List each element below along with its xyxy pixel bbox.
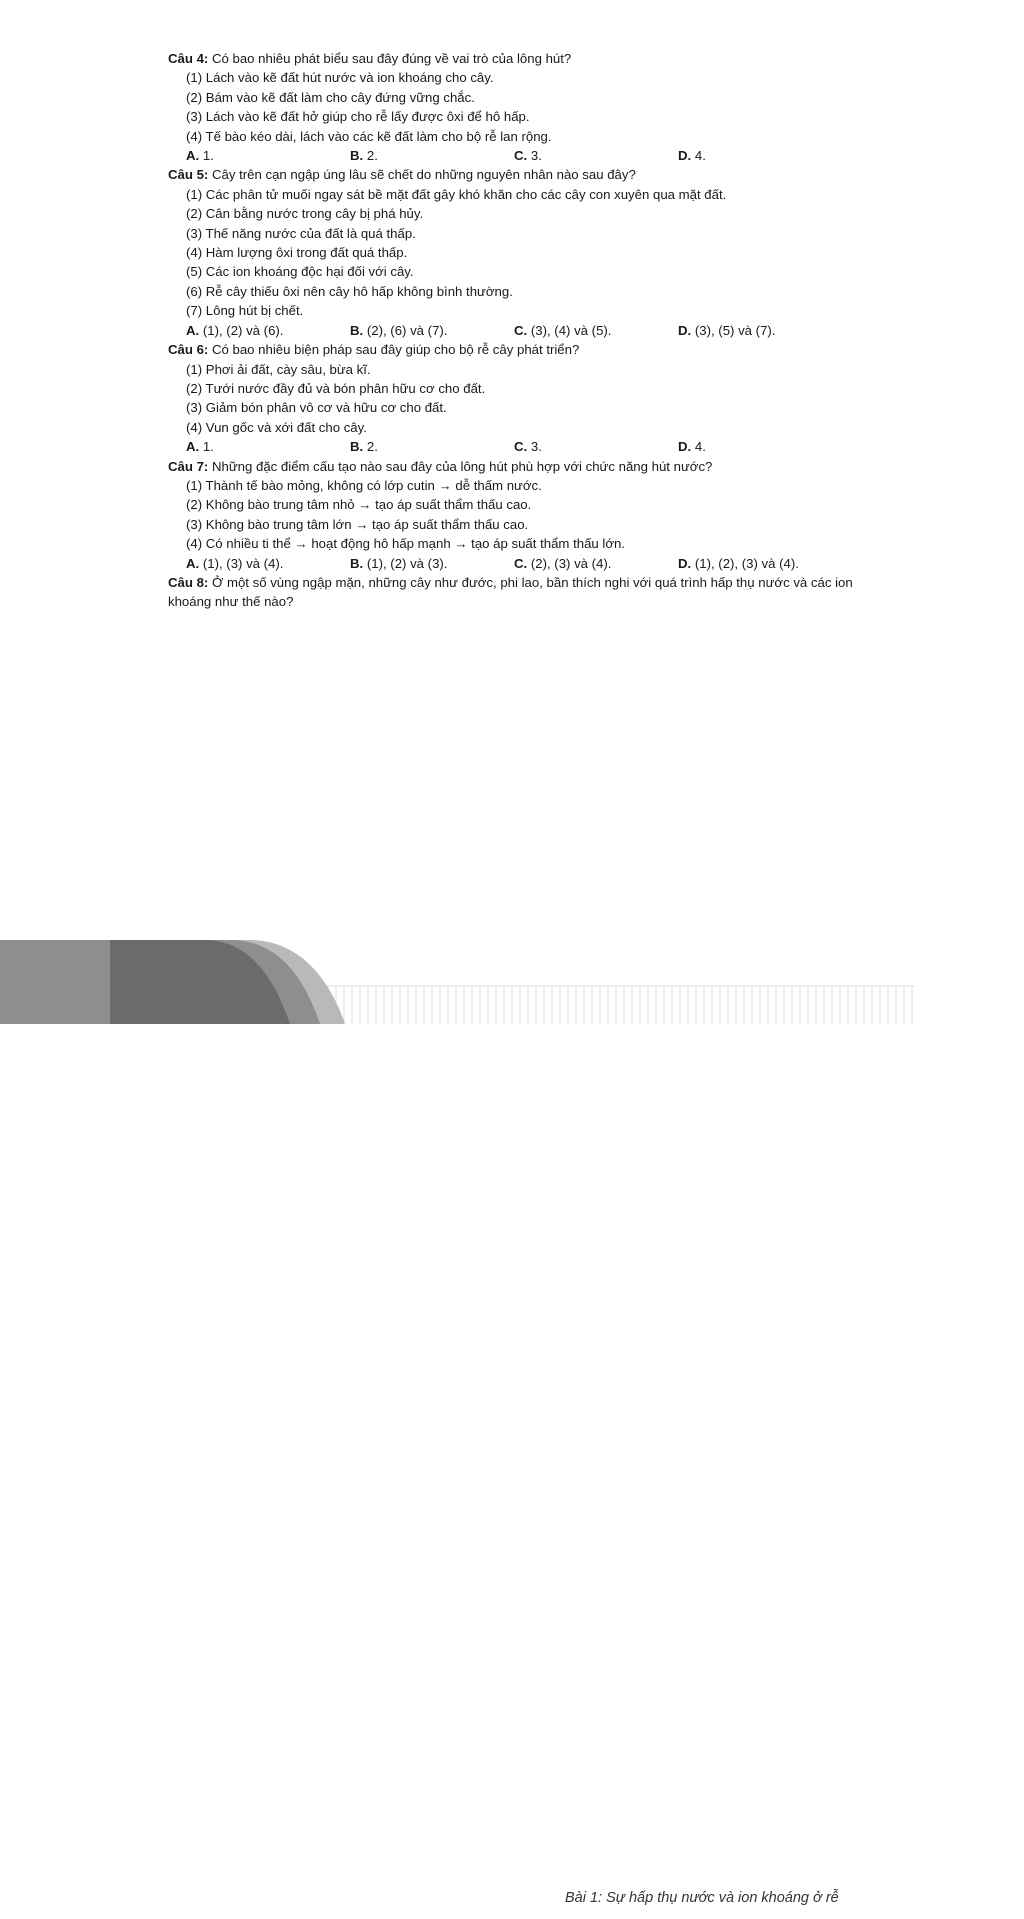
footer-grid-lines: [320, 986, 915, 1024]
statement: (4) Hàm lượng ôxi trong đất quá thấp.: [186, 245, 408, 261]
answer-option: [678, 146, 842, 165]
option-letter: D.: [678, 439, 692, 455]
answer-options: [186, 146, 868, 165]
question-text: Ở một số vùng ngập mặn, những cây như đước, phi lao, bần thích nghi với quá trình hấp thụ nước và các ion khoáng như thế nào?: [168, 574, 853, 610]
statement: (3) Lách vào kẽ đất hở giúp cho rễ lấy được ôxi để hô hấp.: [186, 109, 530, 125]
option-text: 3.: [530, 439, 542, 455]
answer-option: [678, 554, 842, 573]
option-letter: C.: [514, 555, 528, 571]
option-text: (3), (4) và (5).: [530, 322, 612, 338]
option-text: 1.: [202, 439, 214, 455]
statement: (2) Tưới nước đầy đủ và bón phân hữu cơ cho đất.: [186, 380, 486, 396]
option-letter: A.: [186, 555, 200, 571]
option-text: (1), (2), (3) và (4).: [694, 555, 799, 571]
option-letter: B.: [350, 322, 364, 338]
question-label: Câu 7:: [168, 458, 209, 474]
statement: (1) Phơi ải đất, cày sâu, bừa kĩ.: [186, 361, 371, 377]
option-text: 2.: [366, 439, 378, 455]
question-block: [168, 340, 868, 456]
statement: (1) Các phân tử muối ngay sát bề mặt đất gây khó khăn cho các cây con xuyên qua mặt đất.: [186, 186, 727, 202]
answer-option: [514, 554, 678, 573]
option-text: (2), (6) và (7).: [366, 322, 448, 338]
page-number: 18: [167, 1895, 195, 1919]
answer-option: [350, 321, 514, 340]
option-text: (1), (3) và (4).: [202, 555, 284, 571]
statement: (4) Vun gốc và xới đất cho cây.: [186, 419, 367, 435]
option-letter: C.: [514, 322, 528, 338]
answer-option: [514, 437, 678, 456]
option-letter: B.: [350, 439, 364, 455]
answer-option: [350, 146, 514, 165]
option-text: 1.: [202, 148, 214, 164]
question-block: [168, 573, 868, 612]
question-stem: [168, 457, 868, 476]
option-letter: C.: [514, 439, 528, 455]
statement: (2) Cân bằng nước trong cây bị phá hủy.: [186, 206, 424, 222]
question-block: [168, 165, 868, 340]
page-footer: [0, 940, 1024, 1919]
option-text: (2), (3) và (4).: [530, 555, 612, 571]
answer-option: [678, 321, 842, 340]
question-label: Câu 4:: [168, 51, 209, 66]
option-letter: A.: [186, 322, 200, 338]
answer-option: [514, 146, 678, 165]
answer-option: [350, 437, 514, 456]
option-text: 4.: [694, 148, 706, 164]
statement: (3) Giảm bón phân vô cơ và hữu cơ cho đất.: [186, 400, 447, 416]
option-text: (1), (2) và (3).: [366, 555, 448, 571]
option-text: (1), (2) và (6).: [202, 322, 284, 338]
answer-option: [678, 437, 842, 456]
option-letter: C.: [514, 148, 528, 164]
answer-options: [186, 437, 868, 456]
option-letter: A.: [186, 439, 200, 455]
statement: (5) Các ion khoáng độc hại đối với cây.: [186, 264, 414, 280]
question-text: Cây trên cạn ngập úng lâu sẽ chết do những nguyên nhân nào sau đây?: [211, 167, 636, 183]
question-text: Có bao nhiêu biện pháp sau đây giúp cho bộ rễ cây phát triển?: [211, 342, 580, 358]
statement: (7) Lông hút bị chết.: [186, 303, 304, 319]
question-block: [168, 457, 868, 573]
statement: (2) Bám vào kẽ đất làm cho cây đứng vững chắc.: [186, 89, 475, 105]
option-letter: B.: [350, 148, 364, 164]
answer-option: [186, 146, 350, 165]
statement: (4) Tế bào kéo dài, lách vào các kẽ đất làm cho bộ rễ lan rộng.: [186, 128, 552, 144]
statement: (3) Không bào trung tâm lớn → tạo áp suất thẩm thấu cao.: [186, 516, 529, 532]
option-letter: B.: [350, 555, 364, 571]
answer-options: [186, 554, 868, 573]
question-stem: [168, 573, 868, 612]
answer-option: [350, 554, 514, 573]
question-stem: [168, 165, 868, 184]
running-title: Bài 1: Sự hấp thụ nước và ion khoáng ở rễ: [565, 1890, 839, 1906]
question-list: [168, 49, 868, 612]
option-text: 3.: [530, 148, 542, 164]
question-block: [168, 49, 868, 165]
option-letter: D.: [678, 322, 692, 338]
option-letter: D.: [678, 555, 692, 571]
footer-tab-graphic: [0, 940, 1024, 1024]
answer-option: [186, 321, 350, 340]
statement: (4) Có nhiều ti thể → hoạt động hô hấp mạnh → tạo áp suất thẩm thấu lớn.: [186, 536, 625, 552]
question-label: Câu 5:: [168, 167, 209, 183]
answer-options: [186, 321, 868, 340]
answer-option: [186, 437, 350, 456]
option-letter: A.: [186, 148, 200, 164]
option-text: 2.: [366, 148, 378, 164]
question-label: Câu 8:: [168, 574, 209, 590]
option-text: (3), (5) và (7).: [694, 322, 776, 338]
statement: (6) Rễ cây thiếu ôxi nên cây hô hấp không bình thường.: [186, 283, 513, 299]
question-stem: [168, 49, 868, 68]
option-text: 4.: [694, 439, 706, 455]
question-text: Những đặc điểm cấu tạo nào sau đây của lông hút phù hợp với chức năng hút nước?: [211, 458, 713, 474]
question-stem: [168, 340, 868, 359]
option-letter: D.: [678, 148, 692, 164]
question-label: Câu 6:: [168, 342, 209, 358]
statement: (1) Lách vào kẽ đất hút nước và ion khoáng cho cây.: [186, 70, 494, 86]
statement: (2) Không bào trung tâm nhỏ → tạo áp suất thẩm thấu cao.: [186, 497, 532, 513]
answer-option: [186, 554, 350, 573]
answer-option: [514, 321, 678, 340]
statement: (3) Thế năng nước của đất là quá thấp.: [186, 225, 416, 241]
question-text: Có bao nhiêu phát biểu sau đây đúng về vai trò của lông hút?: [211, 51, 572, 66]
statement: (1) Thành tế bào mỏng, không có lớp cutin → dễ thấm nước.: [186, 477, 542, 493]
